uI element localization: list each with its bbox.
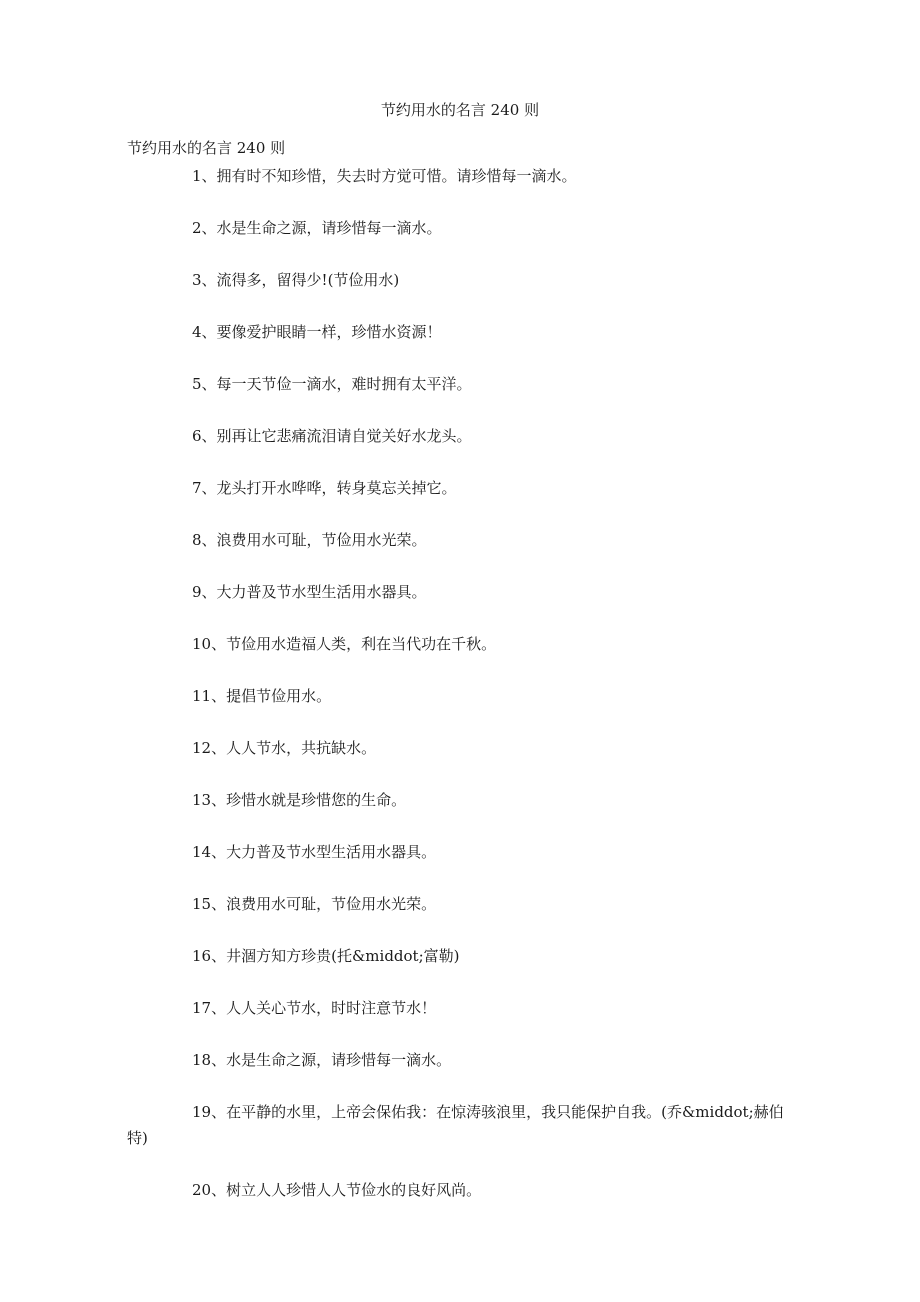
quote-item-5: 5、每一天节俭一滴水，难时拥有太平洋。 bbox=[192, 375, 472, 393]
quote-item-3: 3、流得多，留得少!(节俭用水) bbox=[192, 271, 400, 289]
quote-item-16: 16、井涸方知方珍贵(托&middot;富勒) bbox=[192, 947, 460, 965]
quote-item-9: 9、大力普及节水型生活用水器具。 bbox=[192, 583, 427, 601]
document-subtitle: 节约用水的名言 240 则 bbox=[127, 139, 286, 157]
quote-item-10: 10、节俭用水造福人类，利在当代功在千秋。 bbox=[192, 635, 497, 653]
quote-item-20: 20、树立人人珍惜人人节俭水的良好风尚。 bbox=[192, 1181, 482, 1199]
quote-item-8: 8、浪费用水可耻，节俭用水光荣。 bbox=[192, 531, 427, 549]
quote-item-6: 6、别再让它悲痛流泪请自觉关好水龙头。 bbox=[192, 427, 472, 445]
quote-item-18: 18、水是生命之源，请珍惜每一滴水。 bbox=[192, 1051, 452, 1069]
quote-item-1: 1、拥有时不知珍惜，失去时方觉可惜。请珍惜每一滴水。 bbox=[192, 167, 577, 185]
quote-item-19: 19、在平静的水里，上帝会保佑我：在惊涛骇浪里，我只能保护自我。(乔&middot;赫伯特) bbox=[127, 1103, 784, 1147]
quote-item-15: 15、浪费用水可耻，节俭用水光荣。 bbox=[192, 895, 437, 913]
quote-item-11: 11、提倡节俭用水。 bbox=[192, 687, 332, 705]
quote-list bbox=[127, 163, 797, 1229]
quote-item-17: 17、人人关心节水，时时注意节水！ bbox=[192, 999, 437, 1017]
quote-item-14: 14、大力普及节水型生活用水器具。 bbox=[192, 843, 437, 861]
quote-item-2: 2、水是生命之源，请珍惜每一滴水。 bbox=[192, 219, 442, 237]
quote-item-12: 12、人人节水，共抗缺水。 bbox=[192, 739, 377, 757]
document-title: 节约用水的名言 240 则 bbox=[380, 101, 540, 119]
quote-item-13: 13、珍惜水就是珍惜您的生命。 bbox=[192, 791, 407, 809]
quote-item-7: 7、龙头打开水哗哗，转身莫忘关掉它。 bbox=[192, 479, 457, 497]
quote-item-4: 4、要像爱护眼睛一样，珍惜水资源！ bbox=[192, 323, 442, 341]
